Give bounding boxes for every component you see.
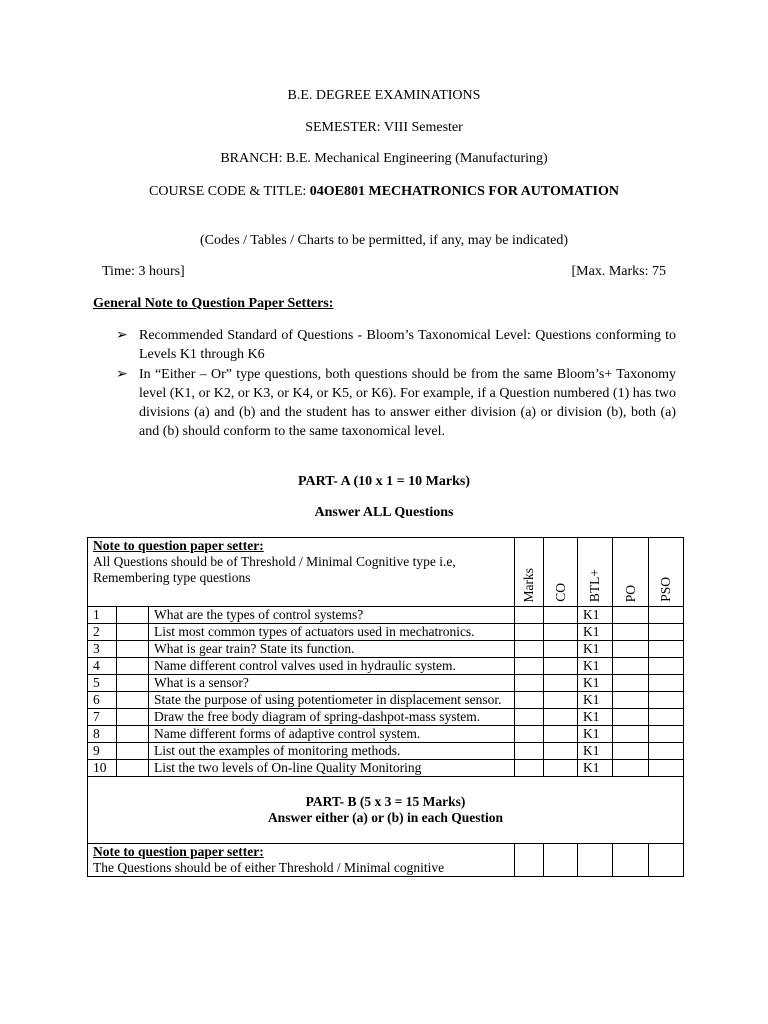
question-table bbox=[87, 537, 684, 877]
question-btl: K1 bbox=[578, 607, 613, 624]
part-b-header-row bbox=[88, 777, 684, 844]
question-text: Draw the free body diagram of spring-dashpot-mass system. bbox=[149, 709, 515, 726]
question-btl: K1 bbox=[578, 675, 613, 692]
time-label: Time: 3 hours] bbox=[102, 264, 185, 279]
part-a-note-row bbox=[88, 538, 684, 607]
part-a-instruction: Answer ALL Questions bbox=[314, 505, 454, 520]
question-text: Name different control valves used in hydraulic system. bbox=[149, 658, 515, 675]
question-number: 6 bbox=[88, 692, 117, 709]
course-line bbox=[0, 184, 768, 200]
question-number: 9 bbox=[88, 743, 117, 760]
question-btl: K1 bbox=[578, 709, 613, 726]
table-row bbox=[88, 709, 684, 726]
question-btl: K1 bbox=[578, 641, 613, 658]
codes-note: (Codes / Tables / Charts to be permitted, if any, may be indicated) bbox=[200, 233, 568, 248]
question-text: What is gear train? State its function. bbox=[149, 641, 515, 658]
part-b-title: PART- B (5 x 3 = 15 Marks) bbox=[305, 794, 466, 809]
part-b-note-text: The Questions should be of either Threshold / Minimal cognitive bbox=[93, 860, 445, 875]
table-row bbox=[88, 658, 684, 675]
question-btl: K1 bbox=[578, 624, 613, 641]
note-bullet-text: In “Either – Or” type questions, both questions should be from the same Bloom’s+ Taxonomy level (K1, or K2, or K3, or K4, or K5, or K6). For example, if a Question numbered (1) has two divisions (a) and (b) and the student has to answer either division (a) or division (b), both (a) and (b) should conform to the same taxonomical level. bbox=[139, 367, 676, 439]
arrow-bullet-icon: ➢ bbox=[116, 328, 128, 343]
question-text: List most common types of actuators used in mechatronics. bbox=[149, 624, 515, 641]
course-title: 04OE801 MECHATRONICS FOR AUTOMATION bbox=[309, 184, 619, 199]
question-number: 10 bbox=[88, 760, 117, 777]
col-header-marks: Marks bbox=[515, 538, 544, 607]
question-btl: K1 bbox=[578, 658, 613, 675]
part-b-note-heading: Note to question paper setter: bbox=[93, 844, 264, 859]
question-number: 4 bbox=[88, 658, 117, 675]
note-bullet-text: Recommended Standard of Questions - Bloom’s Taxonomical Level: Questions conforming to Levels K1 through K6 bbox=[139, 328, 676, 362]
table-row bbox=[88, 675, 684, 692]
max-marks-label: [Max. Marks: 75 bbox=[571, 264, 666, 279]
table-row bbox=[88, 624, 684, 641]
col-header-btl: BTL+ bbox=[578, 538, 613, 607]
part-b-note-cell bbox=[88, 844, 515, 877]
part-b-note-row bbox=[88, 844, 684, 877]
part-a-note-heading: Note to question paper setter: bbox=[93, 538, 264, 553]
question-number: 3 bbox=[88, 641, 117, 658]
part-a-note-cell bbox=[88, 538, 515, 607]
question-btl: K1 bbox=[578, 692, 613, 709]
question-text: What is a sensor? bbox=[149, 675, 515, 692]
question-btl: K1 bbox=[578, 760, 613, 777]
table-row bbox=[88, 641, 684, 658]
table-row bbox=[88, 760, 684, 777]
question-text: Name different forms of adaptive control system. bbox=[149, 726, 515, 743]
note-bullet-2 bbox=[116, 365, 676, 441]
question-number: 7 bbox=[88, 709, 117, 726]
table-row bbox=[88, 743, 684, 760]
course-label: COURSE CODE & TITLE: bbox=[149, 184, 310, 199]
general-note-heading: General Note to Question Paper Setters: bbox=[93, 296, 334, 311]
col-header-co: CO bbox=[544, 538, 578, 607]
branch-line: BRANCH: B.E. Mechanical Engineering (Manufacturing) bbox=[220, 151, 548, 166]
note-bullet-1 bbox=[116, 326, 676, 364]
table-row bbox=[88, 607, 684, 624]
part-b-instruction: Answer either (a) or (b) in each Question bbox=[267, 810, 504, 825]
col-header-po: PO bbox=[613, 538, 649, 607]
question-btl: K1 bbox=[578, 726, 613, 743]
table-row bbox=[88, 692, 684, 709]
exam-title: B.E. DEGREE EXAMINATIONS bbox=[287, 88, 481, 103]
question-text: What are the types of control systems? bbox=[149, 607, 515, 624]
part-a-title: PART- A (10 x 1 = 10 Marks) bbox=[298, 474, 470, 489]
question-text: List the two levels of On-line Quality Monitoring bbox=[149, 760, 515, 777]
question-btl: K1 bbox=[578, 743, 613, 760]
question-text: List out the examples of monitoring methods. bbox=[149, 743, 515, 760]
question-number: 5 bbox=[88, 675, 117, 692]
question-text: State the purpose of using potentiometer in displacement sensor. bbox=[149, 692, 515, 709]
col-header-pso: PSO bbox=[649, 538, 684, 607]
part-b-header-cell bbox=[88, 777, 684, 844]
table-row bbox=[88, 726, 684, 743]
arrow-bullet-icon: ➢ bbox=[116, 367, 128, 382]
question-number: 2 bbox=[88, 624, 117, 641]
question-number: 8 bbox=[88, 726, 117, 743]
semester-line: SEMESTER: VIII Semester bbox=[305, 120, 463, 135]
question-number: 1 bbox=[88, 607, 117, 624]
part-a-note-text: All Questions should be of Threshold / Minimal Cognitive type i.e, Remembering type questions bbox=[93, 554, 456, 585]
